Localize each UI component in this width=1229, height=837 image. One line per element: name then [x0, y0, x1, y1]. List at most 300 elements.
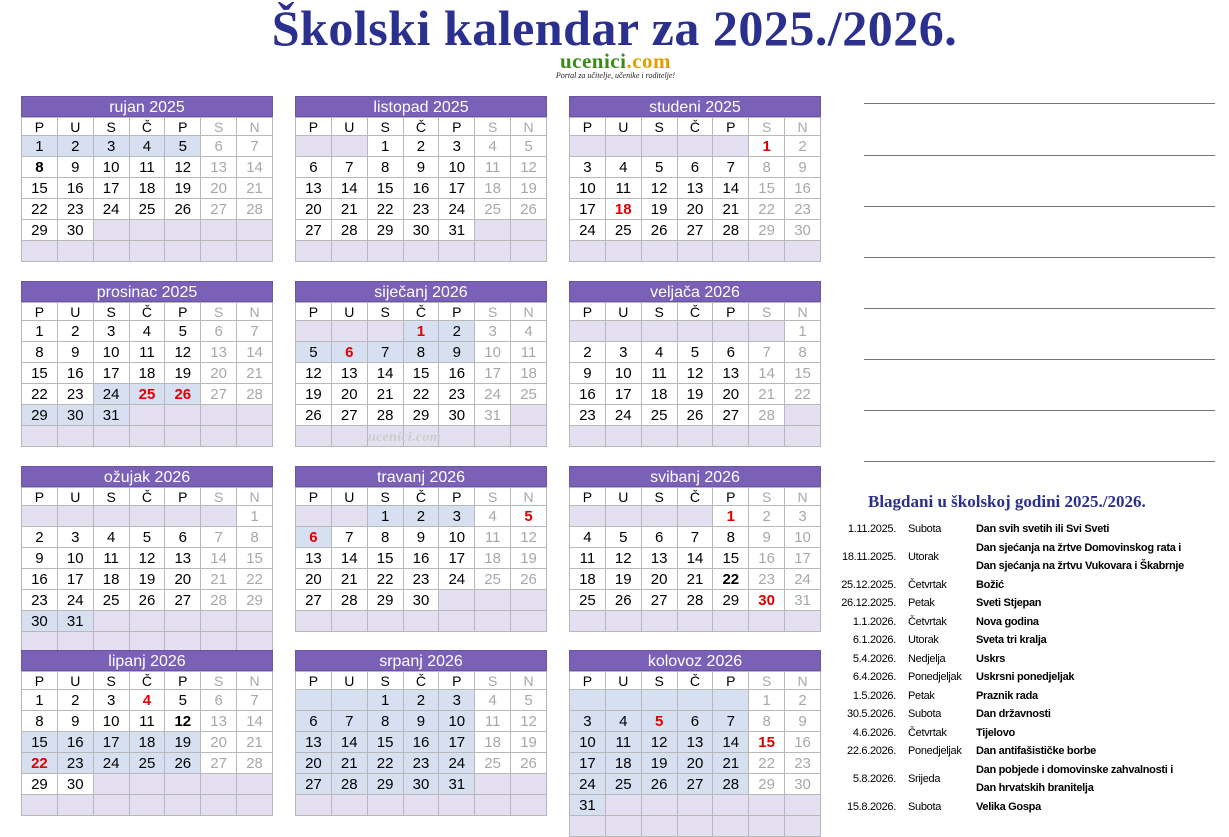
day-cell: 15 — [367, 548, 403, 569]
day-cell: 4 — [511, 321, 547, 342]
empty-cell — [785, 816, 821, 837]
holiday-row — [838, 520, 1229, 539]
empty-cell — [296, 611, 332, 632]
day-cell: 1 — [367, 506, 403, 527]
empty-cell — [201, 795, 237, 816]
day-cell: 27 — [201, 199, 237, 220]
empty-cell — [641, 611, 677, 632]
day-cell: 4 — [475, 690, 511, 711]
day-cell: 16 — [57, 178, 93, 199]
day-cell: 11 — [475, 157, 511, 178]
day-cell: 3 — [93, 321, 129, 342]
day-cell: 1 — [403, 321, 439, 342]
day-cell: 10 — [570, 732, 606, 753]
day-cell: 14 — [749, 363, 785, 384]
day-cell: 16 — [57, 363, 93, 384]
empty-cell — [641, 241, 677, 262]
day-cell: 24 — [93, 384, 129, 405]
empty-cell — [511, 405, 547, 426]
day-cell: 8 — [22, 342, 58, 363]
holiday-date: 4.6.2026. — [852, 726, 896, 739]
empty-cell — [641, 690, 677, 711]
empty-cell — [237, 426, 273, 447]
weekday-label: S — [201, 488, 237, 506]
empty-cell — [93, 774, 129, 795]
holiday-name: Sveti Stjepan — [976, 597, 1042, 610]
holiday-name: Dan antifašističke borbe — [976, 745, 1096, 758]
weekday-label: S — [641, 488, 677, 506]
day-cell: 10 — [93, 157, 129, 178]
day-cell: 21 — [331, 569, 367, 590]
holiday-row — [838, 594, 1229, 613]
day-cell: 6 — [641, 527, 677, 548]
day-cell: 3 — [93, 136, 129, 157]
day-cell: 20 — [201, 732, 237, 753]
weekday-label: N — [785, 303, 821, 321]
weekday-label: P — [165, 488, 201, 506]
day-cell: 23 — [785, 753, 821, 774]
weekday-label: Č — [129, 303, 165, 321]
empty-cell — [605, 321, 641, 342]
day-cell: 4 — [129, 136, 165, 157]
day-cell: 11 — [475, 711, 511, 732]
empty-cell — [511, 426, 547, 447]
day-cell: 15 — [22, 363, 58, 384]
day-cell: 9 — [785, 157, 821, 178]
empty-cell — [296, 241, 332, 262]
empty-cell — [713, 426, 749, 447]
day-cell: 5 — [511, 136, 547, 157]
empty-cell — [475, 241, 511, 262]
day-cell: 11 — [129, 342, 165, 363]
empty-cell — [367, 611, 403, 632]
weekday-label: U — [605, 118, 641, 136]
day-cell: 21 — [713, 199, 749, 220]
day-cell: 21 — [201, 569, 237, 590]
day-cell: 22 — [749, 753, 785, 774]
weekday-label: N — [511, 672, 547, 690]
day-cell: 13 — [296, 178, 332, 199]
day-cell: 13 — [641, 548, 677, 569]
day-cell: 27 — [201, 753, 237, 774]
day-cell: 23 — [439, 384, 475, 405]
day-cell: 11 — [93, 548, 129, 569]
day-cell: 26 — [641, 774, 677, 795]
month-calendar — [569, 466, 821, 632]
day-cell: 23 — [57, 384, 93, 405]
month-title: kolovoz 2026 — [569, 650, 821, 671]
weekday-label: P — [296, 672, 332, 690]
day-cell: 16 — [439, 363, 475, 384]
empty-cell — [749, 795, 785, 816]
weekday-label: N — [511, 118, 547, 136]
day-cell: 17 — [475, 363, 511, 384]
day-cell: 22 — [367, 753, 403, 774]
holiday-weekday: Subota — [908, 708, 942, 721]
empty-cell — [93, 426, 129, 447]
day-cell: 6 — [201, 690, 237, 711]
day-cell: 27 — [165, 590, 201, 611]
day-cell: 1 — [22, 690, 58, 711]
day-cell: 6 — [677, 157, 713, 178]
day-cell: 18 — [570, 569, 606, 590]
holiday-name: Praznik rada — [976, 689, 1038, 702]
holiday-weekday: Četvrtak — [908, 578, 947, 591]
day-cell: 27 — [296, 774, 332, 795]
empty-cell — [785, 795, 821, 816]
empty-cell — [93, 506, 129, 527]
weekday-label: U — [605, 672, 641, 690]
empty-cell — [129, 774, 165, 795]
day-cell: 13 — [201, 157, 237, 178]
day-cell: 28 — [331, 774, 367, 795]
holiday-row — [838, 724, 1229, 743]
day-cell: 25 — [605, 220, 641, 241]
month-calendar — [21, 281, 273, 447]
day-cell: 21 — [367, 384, 403, 405]
empty-cell — [511, 241, 547, 262]
day-cell: 18 — [475, 548, 511, 569]
empty-cell — [165, 426, 201, 447]
note-line — [864, 103, 1215, 104]
day-cell: 26 — [129, 590, 165, 611]
day-cell: 13 — [677, 178, 713, 199]
day-cell: 27 — [641, 590, 677, 611]
day-cell: 13 — [296, 732, 332, 753]
day-cell: 1 — [785, 321, 821, 342]
day-cell: 23 — [785, 199, 821, 220]
weekday-label: Č — [403, 303, 439, 321]
day-cell: 16 — [403, 548, 439, 569]
day-cell: 10 — [475, 342, 511, 363]
day-cell: 30 — [403, 774, 439, 795]
day-cell: 14 — [201, 548, 237, 569]
empty-cell — [129, 426, 165, 447]
empty-cell — [785, 611, 821, 632]
day-cell: 31 — [570, 795, 606, 816]
day-cell: 2 — [570, 342, 606, 363]
empty-cell — [677, 611, 713, 632]
empty-cell — [511, 590, 547, 611]
day-cell: 20 — [713, 384, 749, 405]
day-cell: 15 — [22, 732, 58, 753]
day-cell: 23 — [57, 753, 93, 774]
day-cell: 13 — [713, 363, 749, 384]
day-cell: 8 — [403, 342, 439, 363]
weekday-label: S — [367, 488, 403, 506]
day-cell: 4 — [93, 527, 129, 548]
day-cell: 23 — [57, 199, 93, 220]
month-calendar — [295, 96, 547, 262]
weekday-label: U — [605, 488, 641, 506]
day-cell: 6 — [296, 711, 332, 732]
empty-cell — [57, 795, 93, 816]
day-cell: 5 — [296, 342, 332, 363]
empty-cell — [403, 611, 439, 632]
day-cell: 2 — [57, 321, 93, 342]
day-cell: 24 — [570, 220, 606, 241]
day-cell: 24 — [570, 774, 606, 795]
weekday-label: S — [201, 303, 237, 321]
day-cell: 14 — [713, 732, 749, 753]
day-cell: 2 — [403, 136, 439, 157]
empty-cell — [57, 241, 93, 262]
day-cell: 27 — [296, 220, 332, 241]
day-cell: 26 — [165, 753, 201, 774]
holidays-title: Blagdani u školskoj godini 2025./2026. — [868, 492, 1146, 511]
day-cell: 9 — [57, 157, 93, 178]
day-cell: 31 — [93, 405, 129, 426]
day-cell: 10 — [605, 363, 641, 384]
day-cell: 28 — [331, 590, 367, 611]
day-cell: 15 — [785, 363, 821, 384]
empty-cell — [331, 611, 367, 632]
day-cell: 20 — [165, 569, 201, 590]
day-cell: 15 — [749, 178, 785, 199]
day-cell: 7 — [237, 690, 273, 711]
holiday-row — [838, 705, 1229, 724]
day-cell: 28 — [749, 405, 785, 426]
holiday-name: Dan sjećanja na žrtve Domovinskog rata i Dan sjećanja na žrtvu Vukovara i Škabrnje — [976, 542, 1184, 572]
day-cell: 22 — [713, 569, 749, 590]
empty-cell — [605, 816, 641, 837]
weekday-label: S — [475, 488, 511, 506]
day-cell: 15 — [237, 548, 273, 569]
day-cell: 9 — [785, 711, 821, 732]
day-cell: 9 — [570, 363, 606, 384]
empty-cell — [570, 426, 606, 447]
day-cell: 27 — [713, 405, 749, 426]
empty-cell — [677, 816, 713, 837]
day-cell: 7 — [749, 342, 785, 363]
empty-cell — [296, 321, 332, 342]
holiday-date: 6.1.2026. — [852, 634, 896, 647]
empty-cell — [641, 321, 677, 342]
day-cell: 3 — [439, 506, 475, 527]
empty-cell — [237, 405, 273, 426]
weekday-label: S — [475, 118, 511, 136]
day-cell: 7 — [713, 711, 749, 732]
empty-cell — [331, 241, 367, 262]
empty-cell — [201, 426, 237, 447]
day-cell: 29 — [403, 405, 439, 426]
empty-cell — [93, 611, 129, 632]
day-cell: 17 — [570, 753, 606, 774]
day-cell: 2 — [785, 136, 821, 157]
day-cell: 29 — [367, 774, 403, 795]
empty-cell — [367, 795, 403, 816]
day-cell: 8 — [367, 157, 403, 178]
day-cell: 18 — [641, 384, 677, 405]
holiday-name: Nova godina — [976, 615, 1039, 628]
day-cell: 26 — [511, 753, 547, 774]
weekday-label: S — [749, 672, 785, 690]
empty-cell — [201, 506, 237, 527]
day-cell: 8 — [367, 527, 403, 548]
day-cell: 27 — [677, 220, 713, 241]
day-cell: 4 — [475, 136, 511, 157]
weekday-label: S — [749, 118, 785, 136]
day-cell: 4 — [605, 711, 641, 732]
day-cell: 25 — [511, 384, 547, 405]
empty-cell — [129, 241, 165, 262]
empty-cell — [677, 795, 713, 816]
empty-cell — [605, 690, 641, 711]
empty-cell — [439, 241, 475, 262]
day-cell: 30 — [22, 611, 58, 632]
day-cell: 19 — [511, 548, 547, 569]
month-calendar — [21, 466, 273, 653]
day-cell: 20 — [296, 569, 332, 590]
month-calendar — [569, 96, 821, 262]
holiday-weekday: Subota — [908, 523, 942, 536]
empty-cell — [201, 611, 237, 632]
day-cell: 14 — [713, 178, 749, 199]
empty-cell — [713, 611, 749, 632]
day-cell: 27 — [201, 384, 237, 405]
site-logo[interactable] — [528, 51, 703, 81]
empty-cell — [296, 506, 332, 527]
day-cell: 6 — [296, 527, 332, 548]
month-calendar — [295, 281, 547, 447]
day-cell: 21 — [331, 199, 367, 220]
day-cell: 11 — [475, 527, 511, 548]
day-cell: 25 — [475, 753, 511, 774]
day-cell: 3 — [475, 321, 511, 342]
day-cell: 25 — [475, 569, 511, 590]
empty-cell — [570, 611, 606, 632]
day-cell: 25 — [570, 590, 606, 611]
day-cell: 5 — [511, 690, 547, 711]
holiday-weekday: Četvrtak — [908, 726, 947, 739]
weekday-label: S — [475, 672, 511, 690]
day-cell: 4 — [475, 506, 511, 527]
empty-cell — [570, 241, 606, 262]
day-cell: 27 — [677, 774, 713, 795]
empty-cell — [605, 426, 641, 447]
day-cell: 31 — [439, 774, 475, 795]
day-cell: 15 — [367, 732, 403, 753]
day-cell: 20 — [331, 384, 367, 405]
month-calendar — [569, 650, 821, 837]
day-cell: 18 — [129, 732, 165, 753]
empty-cell — [785, 426, 821, 447]
day-cell: 14 — [677, 548, 713, 569]
month-calendar — [295, 650, 547, 816]
day-cell: 25 — [129, 384, 165, 405]
day-cell: 14 — [367, 363, 403, 384]
day-cell: 13 — [296, 548, 332, 569]
empty-cell — [570, 321, 606, 342]
empty-cell — [641, 795, 677, 816]
weekday-label: N — [237, 303, 273, 321]
day-cell: 1 — [367, 690, 403, 711]
day-cell: 25 — [129, 753, 165, 774]
empty-cell — [22, 426, 58, 447]
day-cell: 26 — [511, 569, 547, 590]
day-cell: 28 — [237, 199, 273, 220]
day-cell: 18 — [511, 363, 547, 384]
day-cell: 30 — [57, 220, 93, 241]
day-cell: 20 — [641, 569, 677, 590]
day-cell: 20 — [677, 199, 713, 220]
day-cell: 19 — [165, 178, 201, 199]
day-cell: 16 — [785, 178, 821, 199]
day-cell: 22 — [367, 199, 403, 220]
weekday-label: N — [511, 303, 547, 321]
empty-cell — [237, 611, 273, 632]
month-title: prosinac 2025 — [21, 281, 273, 302]
day-cell: 2 — [57, 690, 93, 711]
holiday-date: 5.4.2026. — [852, 652, 896, 665]
day-cell: 4 — [129, 690, 165, 711]
day-cell: 1 — [22, 321, 58, 342]
weekday-label: P — [570, 118, 606, 136]
empty-cell — [785, 241, 821, 262]
day-cell: 6 — [201, 321, 237, 342]
weekday-label: S — [93, 672, 129, 690]
holiday-row — [838, 798, 1229, 817]
empty-cell — [129, 405, 165, 426]
day-cell: 24 — [57, 590, 93, 611]
empty-cell — [237, 220, 273, 241]
day-cell: 13 — [165, 548, 201, 569]
holiday-name: Sveta tri kralja — [976, 634, 1047, 647]
day-cell: 20 — [201, 178, 237, 199]
day-cell: 14 — [237, 157, 273, 178]
day-cell: 2 — [785, 690, 821, 711]
day-cell: 24 — [93, 199, 129, 220]
holiday-weekday: Ponedjeljak — [908, 671, 962, 684]
logo-tagline: Portal za učitelje, učenike i roditelje! — [555, 71, 676, 80]
empty-cell — [165, 795, 201, 816]
empty-cell — [331, 321, 367, 342]
day-cell: 28 — [201, 590, 237, 611]
day-cell: 1 — [237, 506, 273, 527]
holiday-weekday: Utorak — [908, 634, 939, 647]
day-cell: 2 — [749, 506, 785, 527]
empty-cell — [677, 136, 713, 157]
day-cell: 9 — [57, 711, 93, 732]
holiday-date: 1.1.2026. — [852, 615, 896, 628]
day-cell: 12 — [165, 711, 201, 732]
empty-cell — [165, 774, 201, 795]
day-cell: 13 — [201, 342, 237, 363]
empty-cell — [22, 795, 58, 816]
day-cell: 22 — [403, 384, 439, 405]
empty-cell — [129, 795, 165, 816]
month-calendar — [21, 650, 273, 816]
day-cell: 3 — [605, 342, 641, 363]
empty-cell — [570, 816, 606, 837]
weekday-label: P — [22, 118, 58, 136]
weekday-label: P — [570, 303, 606, 321]
month-calendar — [569, 281, 821, 447]
day-cell: 10 — [785, 527, 821, 548]
day-cell: 24 — [93, 753, 129, 774]
empty-cell — [677, 690, 713, 711]
holiday-date: 30.5.2026. — [847, 708, 896, 721]
day-cell: 10 — [439, 157, 475, 178]
logo-text: ucenici.com — [559, 49, 672, 73]
empty-cell — [475, 611, 511, 632]
empty-cell — [570, 690, 606, 711]
empty-cell — [439, 795, 475, 816]
empty-cell — [129, 611, 165, 632]
day-cell: 16 — [22, 569, 58, 590]
day-cell: 22 — [367, 569, 403, 590]
day-cell: 25 — [93, 590, 129, 611]
